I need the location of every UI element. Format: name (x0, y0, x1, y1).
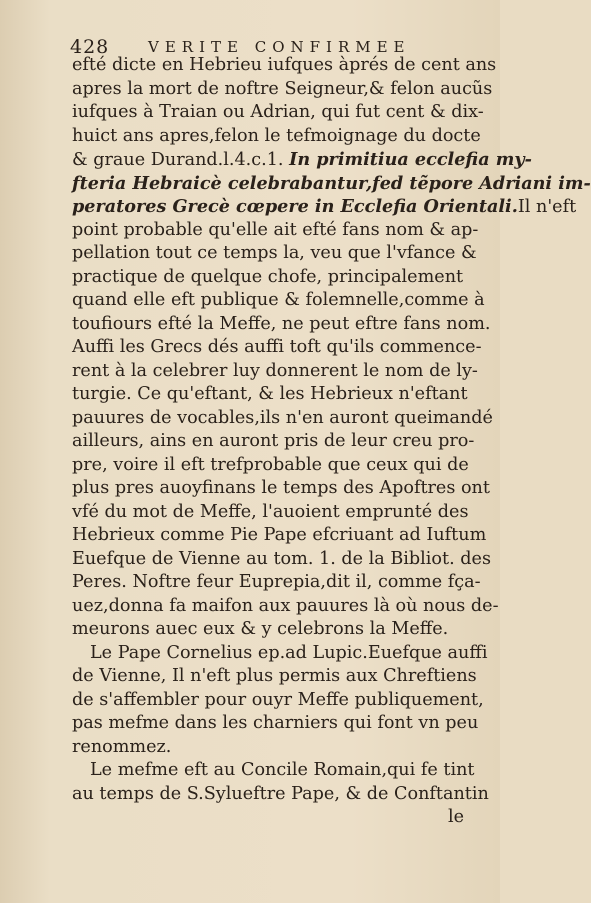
line-text: Peres. Noftre feur Euprepia,dit il, comme fça- (72, 572, 481, 592)
line-text: practique de quelque chofe, principalement (72, 266, 464, 287)
line-text: plus pres auoyfinans le temps des Apoftres ont (72, 478, 490, 498)
line-text: pas mefme dans les charniers qui font vn peu (72, 713, 479, 733)
line-text: ailleurs, ains en auront pris de leur creu pro- (72, 431, 475, 451)
line-text: iufques à Traian ou Adrian, qui fut cent & dix- (72, 102, 484, 122)
text-line (72, 806, 464, 830)
text-line (72, 289, 485, 313)
text-line (72, 242, 477, 266)
text-line (72, 595, 499, 619)
line-text: Hebrieux comme Pie Pape efcriuant ad Iuftum (72, 525, 487, 545)
text-line (72, 665, 477, 689)
text-line (72, 689, 484, 713)
line-text: de s'affembler pour ouyr Meffe publiquement, (72, 689, 484, 710)
line-text: turgie. Ce qu'eftant, & les Hebrieux n'eftant (72, 384, 468, 404)
line-text: pre, voire il eft trefprobable que ceux qui de (72, 454, 469, 475)
text-line (72, 524, 487, 548)
line-text: huict ans apres,felon le tefmoignage du docte (72, 125, 481, 146)
running-title: VERITE CONFIRMEE (148, 38, 411, 56)
line-italic-text: peratores Grecè cœpere in Ecclefia Orientali. (72, 196, 518, 217)
text-line (72, 454, 469, 478)
line-text: le (447, 807, 464, 827)
line-text: Le mefme eft au Concile Romain,qui fe tint (90, 760, 475, 780)
text-line (72, 148, 532, 172)
text-line (72, 477, 490, 501)
text-line (72, 407, 493, 431)
text-line (72, 172, 591, 196)
text-line (72, 571, 481, 595)
line-text: renommez. (72, 736, 172, 757)
line-text: Auffi les Grecs dés auffi toft qu'ils commence- (72, 337, 482, 357)
text-line (72, 125, 481, 149)
body-text (72, 54, 591, 830)
line-text: rent à la celebrer luy donnerent le nom de ly- (72, 360, 478, 381)
line-text: meurons auec eux & y celebrons la Meffe. (72, 619, 449, 639)
line-text: Euefque de Vienne au tom. 1. de la Bibliot. des (72, 548, 491, 569)
text-line (72, 219, 479, 243)
line-text: toufiours efté la Meffe, ne peut eftre fans nom. (72, 313, 491, 334)
text-line (72, 618, 464, 642)
line-text: pauures de vocables,ils n'en auront queimandé (72, 407, 493, 428)
text-line (72, 360, 478, 384)
line-text: de Vienne, Il n'eft plus permis aux Chreftiens (72, 666, 477, 686)
line-text: vfé du mot de Meffe, l'auoient emprunté des (72, 501, 469, 522)
text-line (72, 313, 491, 337)
line-text: & graue Durand.l.4.c.1. (72, 150, 290, 170)
line-text: apres la mort de noftre Seigneur,& felon aucũs (72, 78, 493, 99)
text-line (72, 54, 497, 78)
line-text-after: Il n'eft (517, 197, 577, 217)
text-line (72, 383, 468, 407)
page-number: 428 (70, 36, 110, 58)
text-line (72, 266, 464, 290)
text-line (72, 101, 484, 125)
line-text: point probable qu'elle ait efté fans nom & ap- (72, 219, 479, 240)
line-text: pellation tout ce temps la, veu que l'vfance & (72, 243, 477, 263)
line-italic-text: fteria Hebraicè celebrabantur,fed tẽpore Adriani im- (72, 172, 591, 194)
text-line (72, 759, 475, 783)
line-text: quand elle eft publique & folemnelle,comme à (72, 290, 485, 310)
text-line (72, 736, 464, 760)
line-text: au temps de S.Sylueftre Pape, & de Conftantin (72, 783, 489, 804)
line-text: uez,donna fa maifon aux pauures là où nous de- (72, 595, 499, 616)
line-text: efté dicte en Hebrieu iufques àprés de cent ans (72, 55, 497, 75)
text-line (72, 712, 479, 736)
text-line (72, 548, 491, 572)
text-line (72, 501, 469, 525)
text-line (72, 78, 493, 102)
text-line (72, 430, 475, 454)
text-line (72, 336, 482, 360)
line-text: Le Pape Cornelius ep.ad Lupic.Euefque auffi (90, 642, 488, 663)
line-italic-text: In primitiua ecclefia my- (289, 149, 532, 170)
text-line (72, 642, 488, 666)
text-line (72, 195, 577, 219)
text-line (72, 783, 489, 807)
